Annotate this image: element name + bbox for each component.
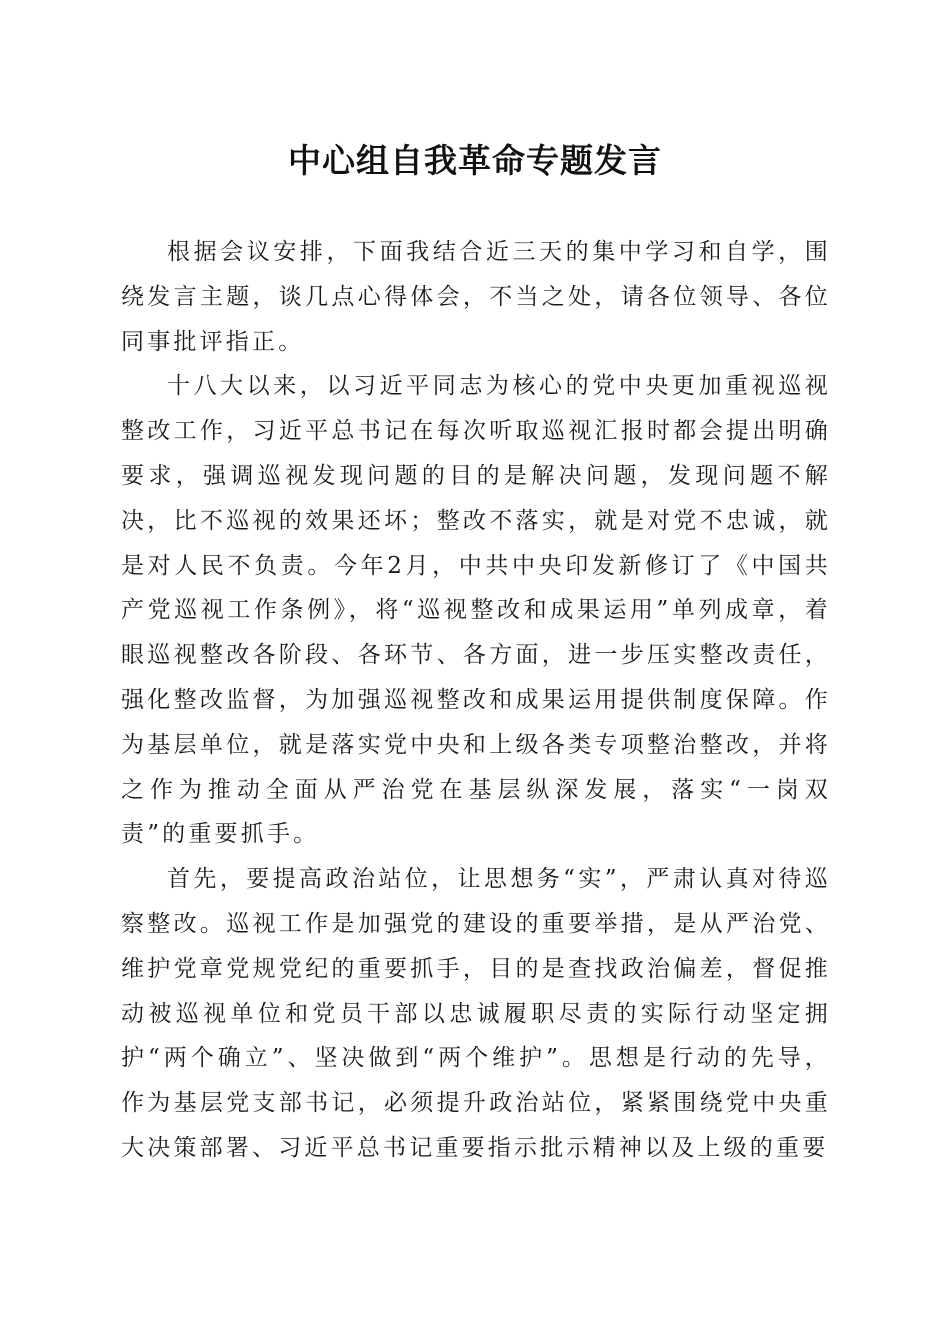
paragraph-background: 十八大以来，以习近平同志为核心的党中央更加重视巡视整改工作，习近平总书记在每次听取巡视汇报时都会提出明确要求，强调巡视发现问题的目的是解决问题，发现问题不解决，比不巡视的效果还坏；整改不落实，就是对党不忠诚，就是对人民不负责。今年2月，中共中央印发新修订了《中国共产党巡视工作条例》，将“巡视整改和成果运用”单列成章，着眼巡视整改各阶段、各环节、各方面，进一步压实整改责任，强化整改监督，为加强巡视整改和成果运用提供制度保障。作为基层单位，就是落实党中央和上级各类专项整治整改，并将之作为推动全面从严治党在基层纵深发展，落实“一岗双责”的重要抓手。 — [121, 373, 831, 848]
paragraph-intro: 根据会议安排，下面我结合近三天的集中学习和自学，围绕发言主题，谈几点心得体会，不当之处，请各位领导、各位同事批评指正。 — [121, 239, 831, 355]
document-body — [121, 230, 831, 1171]
paragraph-first-point: 首先，要提高政治站位，让思想务“实”，严肃认真对待巡察整改。巡视工作是加强党的建设的重要举措，是从严治党、维护党章党规党纪的重要抓手，目的是查找政治偏差，督促推动被巡视单位和党员干部以忠诚履职尽责的实际行动坚定拥护“两个确立”、坚决做到“两个维护”。思想是行动的先导，作为基层党支部书记，必须提升政治站位，紧紧围绕党中央重大决策部署、习近平总书记重要指示批示精神以及上级的重要 — [121, 866, 831, 1161]
document-title: 中心组自我革命专题发言 — [288, 141, 662, 180]
